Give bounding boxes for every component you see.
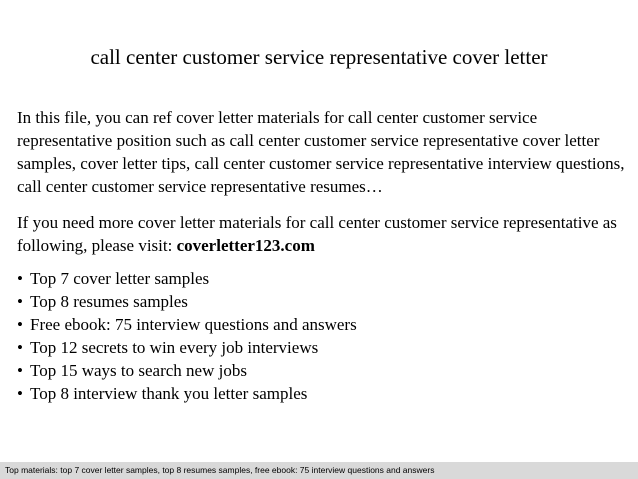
site-link[interactable]: coverletter123.com xyxy=(176,236,315,255)
list-item xyxy=(17,267,627,290)
list-item-text: Free ebook: 75 interview questions and answers xyxy=(30,315,357,334)
page-title: call center customer service representative cover letter xyxy=(90,45,548,69)
intro-paragraph: In this file, you can ref cover letter materials for call center customer service representative position such as call center customer service representative cover letter samples, cover letter tips, call center customer service representative interview questions, call center customer service representative resumes… xyxy=(17,108,625,196)
list-item-text: Top 15 ways to search new jobs xyxy=(30,361,247,380)
list-item-text: Top 8 resumes samples xyxy=(30,292,188,311)
list-item-text: Top 8 interview thank you letter samples xyxy=(30,384,308,403)
bullet-icon: • xyxy=(17,315,23,334)
resource-list xyxy=(17,267,627,405)
bullet-icon: • xyxy=(17,338,23,357)
content-body xyxy=(17,106,627,405)
footer-bar: Top materials: top 7 cover letter samples, top 8 resumes samples, free ebook: 75 interview questions and answers xyxy=(0,462,638,479)
bullet-icon: • xyxy=(17,384,23,403)
list-item xyxy=(17,290,627,313)
list-item-text: Top 12 secrets to win every job interviews xyxy=(30,338,319,357)
bullet-icon: • xyxy=(17,269,23,288)
list-item xyxy=(17,359,627,382)
bullet-icon: • xyxy=(17,292,23,311)
list-item xyxy=(17,336,627,359)
list-item xyxy=(17,313,627,336)
bullet-icon: • xyxy=(17,361,23,380)
list-item-text: Top 7 cover letter samples xyxy=(30,269,210,288)
more-paragraph xyxy=(17,211,627,257)
list-item xyxy=(17,382,627,405)
more-text: If you need more cover letter materials for call center customer service representative as following, please visit: xyxy=(17,213,617,255)
